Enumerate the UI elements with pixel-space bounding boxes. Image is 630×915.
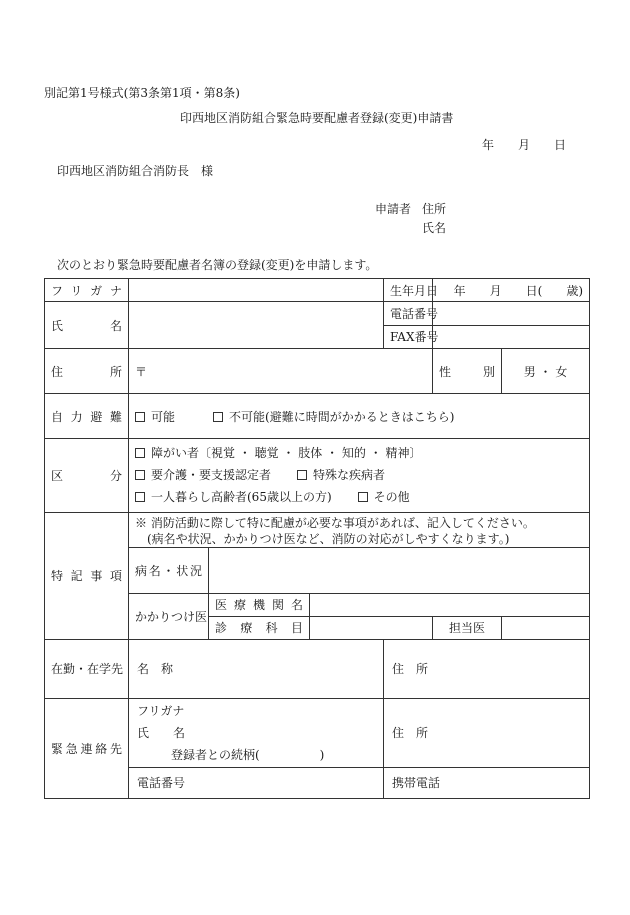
ec-name-label: 氏 名 (137, 725, 186, 740)
notes-instruction-line-2: (病名や状況、かかりつけ医など、消防の対応がしやすくなります。) (147, 531, 510, 546)
doctor-in-charge-label: 担当医 (433, 616, 502, 639)
evac-ng-label: 不可能(避難に時間がかかるときはこちら) (229, 409, 455, 424)
dob-input[interactable]: 年 月 日( 歳) (433, 279, 590, 302)
notes-instruction-line-1: ※ 消防活動に際して特に配慮が必要な事項があれば、記入してください。 (135, 515, 535, 530)
evacuation-options (129, 394, 590, 439)
doctor-in-charge-input[interactable] (502, 616, 590, 639)
dob-label: 生年月日 (384, 279, 433, 302)
fax-input[interactable] (433, 325, 590, 348)
gender-label: 性別 (433, 348, 502, 394)
cat-elderly-label: 一人暮らし高齢者(65歳以上の方) (151, 490, 332, 505)
phone-input[interactable] (433, 302, 590, 325)
ec-mobile-label: 携帯電話 (392, 776, 441, 791)
name-label: 氏名 (45, 302, 129, 349)
cat-disability-checkbox[interactable] (135, 448, 145, 458)
cat-other-label: その他 (373, 490, 410, 505)
evac-ok-checkbox[interactable] (135, 412, 145, 422)
emergency-contact-address-input[interactable] (384, 698, 590, 767)
cat-elderly-checkbox[interactable] (135, 492, 145, 502)
address-input[interactable] (129, 348, 433, 394)
emergency-contact-phone-input[interactable] (129, 767, 384, 798)
applicant-name-label: 氏名 (422, 221, 447, 235)
evac-ok-label: 可能 (151, 409, 176, 424)
work-school-name-input[interactable] (129, 640, 384, 699)
ec-furigana-label: フリガナ (137, 703, 185, 718)
intro-text: 次のとおり緊急時要配慮者名簿の登録(変更)を申請します。 (57, 258, 378, 272)
addressee: 印西地区消防組合消防長 様 (57, 164, 214, 178)
institution-input[interactable] (310, 593, 590, 616)
evacuation-label: 自力避難 (45, 394, 129, 439)
form-title: 印西地区消防組合緊急時要配慮者登録(変更)申請書 (180, 111, 454, 125)
work-school-label: 在勤・在学先 (45, 640, 129, 699)
name-input[interactable] (129, 302, 384, 349)
ws-name-label: 名 称 (137, 662, 174, 677)
form-number: 別記第1号様式(第3条第1項・第8条) (44, 86, 240, 100)
category-label: 区分 (45, 438, 129, 512)
cat-other-checkbox[interactable] (358, 492, 368, 502)
application-form-table (44, 278, 590, 799)
disease-input[interactable] (209, 548, 590, 594)
ec-phone-label: 電話番号 (137, 776, 186, 791)
gender-options[interactable]: 男 ・ 女 (502, 348, 590, 394)
applicant-address-label: 住所 (422, 202, 447, 216)
cat-care-checkbox[interactable] (135, 470, 145, 480)
institution-label: 医療機関名 (209, 593, 310, 616)
category-options (129, 438, 590, 512)
furigana-label: フリガナ (45, 279, 129, 302)
date-line: 年 月 日 (482, 138, 567, 152)
ec-address-label: 住 所 (392, 726, 429, 741)
ws-address-label: 住 所 (392, 662, 429, 677)
cat-disease-label: 特殊な疾病者 (313, 468, 386, 483)
furigana-input[interactable] (129, 279, 384, 302)
notes-instruction (129, 512, 590, 547)
address-label: 住所 (45, 348, 129, 394)
notes-label: 特記事項 (45, 512, 129, 639)
disease-label: 病名・状況 (129, 548, 209, 594)
fax-label: FAX番号 (384, 325, 433, 348)
emergency-contact-mobile-input[interactable] (384, 767, 590, 798)
postal-mark: 〒 (135, 365, 148, 380)
cat-care-label: 要介護・要支援認定者 (151, 468, 272, 483)
applicant-label: 申請者 (375, 202, 412, 216)
work-school-address-input[interactable] (384, 640, 590, 699)
evac-ng-checkbox[interactable] (213, 412, 223, 422)
cat-disease-checkbox[interactable] (297, 470, 307, 480)
emergency-label: 緊急連絡先 (45, 698, 129, 798)
emergency-contact-name-input[interactable] (129, 698, 384, 767)
ec-relation-label: 登録者との続柄( ) (171, 747, 325, 762)
cat-disability-label: 障がい者〔視覚 ・ 聴覚 ・ 肢体 ・ 知的 ・ 精神〕 (151, 446, 422, 461)
doctor-label: かかりつけ医 (129, 593, 209, 640)
department-label: 診療科目 (209, 616, 310, 639)
department-input[interactable] (310, 616, 433, 639)
phone-label: 電話番号 (384, 302, 433, 325)
